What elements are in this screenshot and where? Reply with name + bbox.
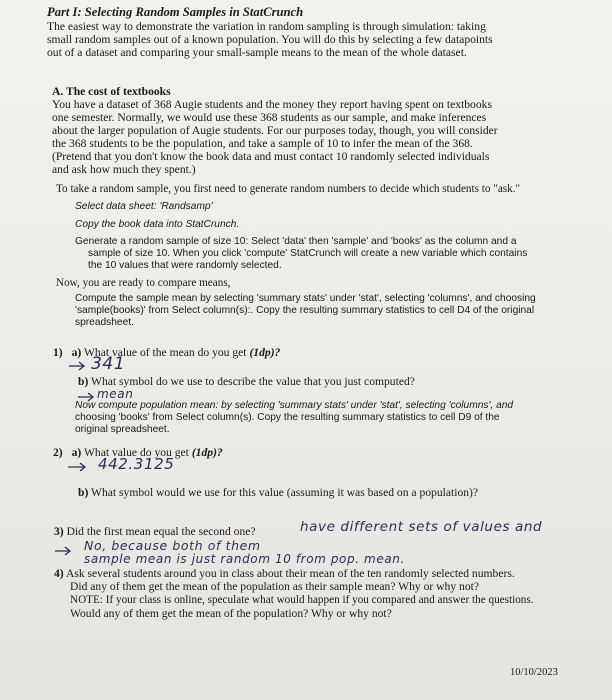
question-letter: a) xyxy=(71,446,82,459)
question-number: 1) xyxy=(53,346,63,359)
compute-population-line: choosing 'books' from Select column(s). Copy the resulting summary statistics to cell D9 of the xyxy=(75,412,500,423)
section-a-line: (Pretend that you don't know the book data and must contact 10 randomly selected individuals xyxy=(52,150,490,163)
question-text: Did the first mean equal the second one? xyxy=(66,525,256,538)
question-text: What symbol would we use for this value (assuming it was based on a population)? xyxy=(91,486,479,499)
step-generate-line: sample of size 10. When you click 'compute' StatCrunch will create a new variable which contains xyxy=(88,248,528,259)
compute-population-line: original spreadsheet. xyxy=(75,424,170,435)
compute-sample-line: 'sample(books)' from Select column(s):. Copy the resulting summary statistics to cell D4 of the original xyxy=(75,305,535,316)
question-4-line: Did any of them get the mean of the population as their sample mean? Why or why not? xyxy=(70,580,479,593)
step-generate-line: Generate a random sample of size 10: Select 'data' then 'sample' and 'books' as the column and a xyxy=(75,236,517,247)
question-3 xyxy=(54,525,256,538)
question-number: 4) xyxy=(54,567,64,580)
compute-sample-line: spreadsheet. xyxy=(75,317,134,328)
question-hint: (1dp)? xyxy=(191,446,223,459)
compare-intro: Now, you are ready to compare means, xyxy=(56,277,231,289)
question-4-line: NOTE: If your class is online, speculate what would happen if you compared and answer the questions. xyxy=(70,594,534,606)
page-title: Part I: Selecting Random Samples in StatCrunch xyxy=(47,5,304,19)
answer-1b: mean xyxy=(97,387,134,401)
section-a-line: about the larger population of Augie students. For our purposes today, though, you will consider xyxy=(52,124,498,137)
answer-2a: 442.3125 xyxy=(98,455,175,473)
question-hint: (1dp)? xyxy=(249,346,281,359)
compute-population-line: Now compute population mean: by selecting 'summary stats' under 'stat', selecting 'columns', and xyxy=(75,400,514,411)
section-a-line: one semester. Normally, we would use these 368 students as our sample, and make inferences xyxy=(52,111,487,124)
compute-sample-line: Compute the sample mean by selecting 'summary stats' under 'stat', selecting 'columns', and choosing xyxy=(75,293,536,304)
answer-3-line-2: sample mean is just random 10 from pop. mean. xyxy=(84,552,405,566)
answer-3-line-1: No, because both of them xyxy=(84,538,261,553)
handwritten-arrow-icon xyxy=(67,361,87,371)
question-number: 2) xyxy=(53,446,63,459)
question-letter: b) xyxy=(78,486,89,499)
question-4-line xyxy=(54,567,515,580)
question-2b xyxy=(78,486,478,499)
take-sample-instruction: To take a random sample, you first need to generate random numbers to decide which students to "ask." xyxy=(56,183,521,195)
answer-3-tail: have different sets of values and xyxy=(300,519,543,535)
date-stamp: 10/10/2023 xyxy=(510,667,558,678)
question-letter: b) xyxy=(78,375,89,388)
section-a-line: the 368 students to be the population, and take a sample of 10 to infer the mean of the 368. xyxy=(52,137,473,150)
step-copy-data: Copy the book data into StatCrunch. xyxy=(75,219,240,230)
step-generate-line: the 10 values that were randomly selected. xyxy=(88,260,282,271)
question-text: Ask several students around you in class about their mean of the ten randomly selected numbers. xyxy=(65,567,515,580)
answer-1a: 341 xyxy=(91,354,126,374)
question-text: What value do you get xyxy=(83,446,192,459)
section-a-line: You have a dataset of 368 Augie students and the money they report having spent on textbooks xyxy=(52,98,492,111)
question-number: 3) xyxy=(54,525,64,538)
section-a-heading: A. The cost of textbooks xyxy=(52,85,171,98)
step-select-sheet: Select data sheet: 'Randsamp' xyxy=(75,201,213,212)
handwritten-arrow-icon xyxy=(53,546,73,556)
question-4-line: Would any of them get the mean of the population? Why or why not? xyxy=(70,607,392,620)
question-text: What symbol do we use to describe the value that you just computed? xyxy=(91,375,415,388)
handwritten-arrow-icon xyxy=(66,462,88,472)
question-1a xyxy=(53,346,280,359)
section-a-line: and ask how much they spent.) xyxy=(52,163,196,176)
intro-line: out of a dataset and comparing your small-sample means to the mean of the whole dataset. xyxy=(47,46,467,59)
question-text: What value of the mean do you get xyxy=(83,346,250,359)
intro-line: The easiest way to demonstrate the variation in random sampling is through simulation: taking xyxy=(47,20,486,33)
intro-line: small random samples out of a known population. You will do this by selecting a few datapoints xyxy=(47,33,493,46)
question-letter: a) xyxy=(71,346,82,359)
